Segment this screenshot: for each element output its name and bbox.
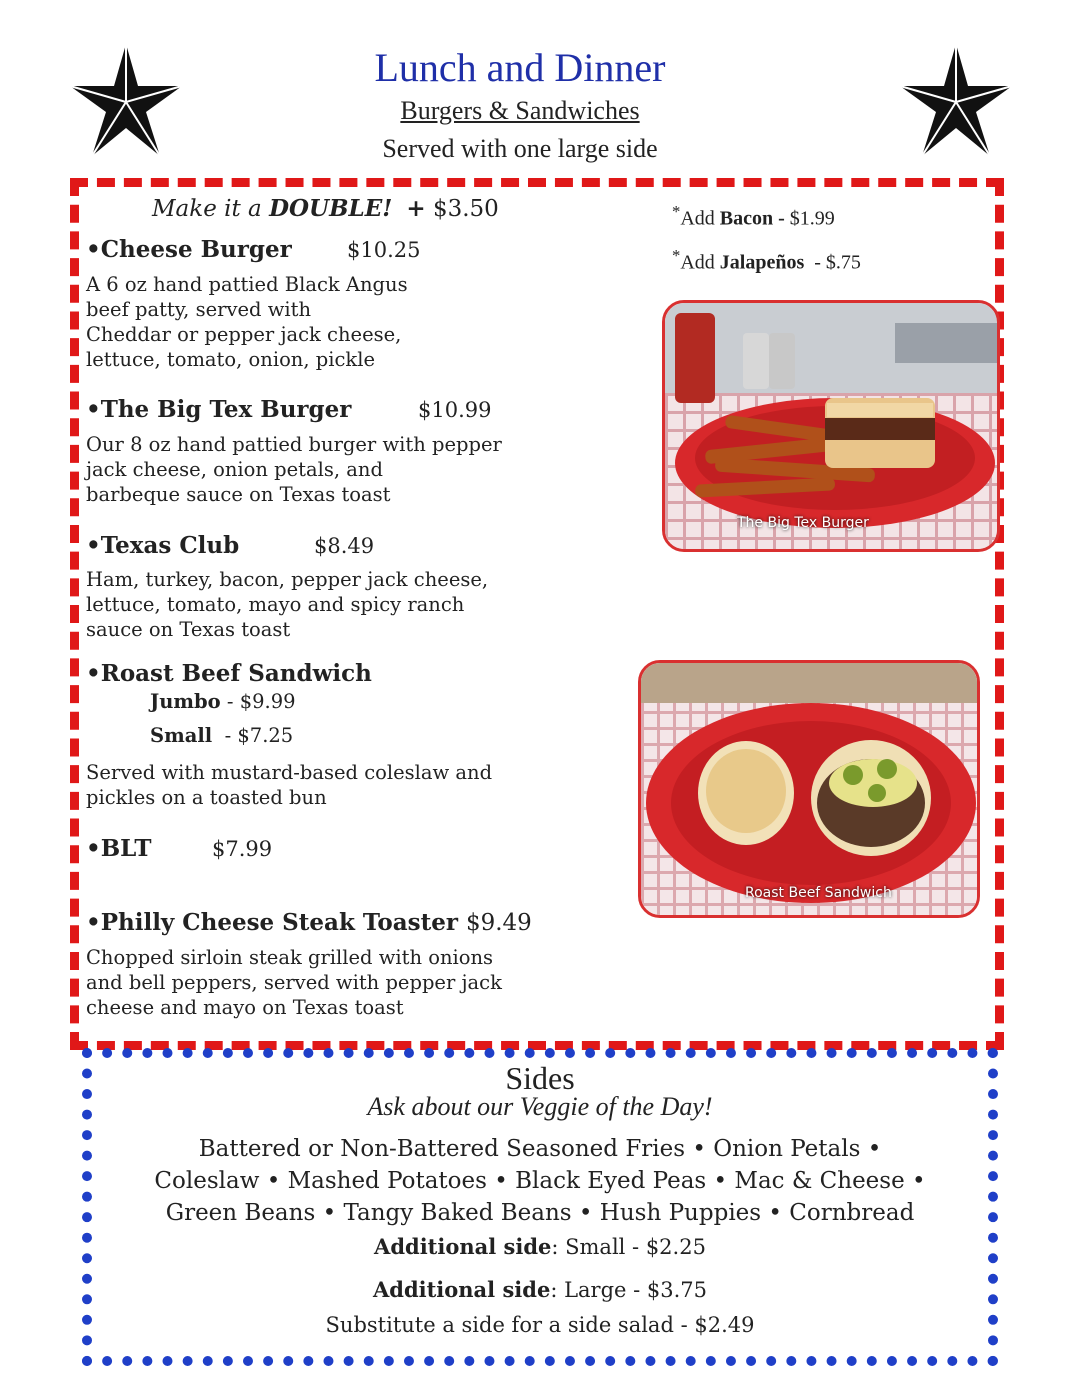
price-blt: $7.99	[212, 837, 273, 861]
served-note: Served with one large side	[382, 134, 658, 163]
item-roast-beef: •Roast Beef Sandwich	[86, 660, 372, 687]
item-blt: •BLT	[86, 835, 152, 862]
desc-big-tex-burger: Our 8 oz hand pattied burger with pepper jack cheese, onion petals, and barbeque sauce on Texas toast	[86, 433, 502, 506]
veggie-of-day: Ask about our Veggie of the Day!	[367, 1092, 713, 1121]
substitute-side-salad: Substitute a side for a side salad - $2.49	[325, 1313, 755, 1337]
additional-side-small: Additional side: Small - $2.25	[374, 1234, 706, 1259]
additional-side-large: Additional side: Large - $3.75	[372, 1277, 708, 1302]
size-jumbo: Jumbo - $9.99	[150, 690, 296, 713]
item-philly: •Philly Cheese Steak Toaster $9.49	[86, 909, 532, 936]
sides-line-3: Green Beans • Tangy Baked Beans • Hush Puppies • Cornbread	[165, 1200, 915, 1226]
burger-photo	[662, 300, 1000, 552]
double-upgrade: Make it a DOUBLE! + $3.50	[152, 195, 499, 222]
page-title: Lunch and Dinner	[374, 45, 666, 90]
size-small: Small - $7.25	[150, 724, 294, 747]
desc-cheese-burger: A 6 oz hand pattied Black Angus beef patty, served with Cheddar or pepper jack cheese, lettuce, tomato, onion, pickle	[86, 273, 408, 371]
item-cheese-burger: •Cheese Burger	[86, 236, 292, 263]
desc-philly: Chopped sirloin steak grilled with onions and bell peppers, served with pepper jack cheese and mayo on Texas toast	[86, 946, 502, 1019]
item-big-tex-burger: •The Big Tex Burger	[86, 396, 352, 423]
price-big-tex-burger: $10.99	[418, 398, 492, 422]
sides-title: Sides	[505, 1060, 575, 1096]
section-subtitle: Burgers & Sandwiches	[400, 96, 640, 125]
desc-roast-beef: Served with mustard-based coleslaw and pickles on a toasted bun	[86, 761, 493, 809]
price-cheese-burger: $10.25	[347, 238, 421, 262]
sides-line-1: Battered or Non-Battered Seasoned Fries • Onion Petals •	[198, 1136, 882, 1162]
sides-line-2: Coleslaw • Mashed Potatoes • Black Eyed Peas • Mac & Cheese •	[154, 1168, 926, 1194]
sandwich-photo	[638, 660, 980, 918]
price-texas-club: $8.49	[314, 534, 375, 558]
addon-bacon: *Add Bacon - $1.99	[672, 202, 835, 230]
photo-caption-roast-beef: Roast Beef Sandwich	[745, 885, 892, 901]
addon-jalapenos: *Add Jalapeños - $.75	[672, 246, 861, 274]
photo-caption-big-tex: The Big Tex Burger	[737, 515, 869, 531]
item-texas-club: •Texas Club	[86, 532, 240, 559]
desc-texas-club: Ham, turkey, bacon, pepper jack cheese, lettuce, tomato, mayo and spicy ranch sauce on Texas toast	[86, 568, 489, 641]
